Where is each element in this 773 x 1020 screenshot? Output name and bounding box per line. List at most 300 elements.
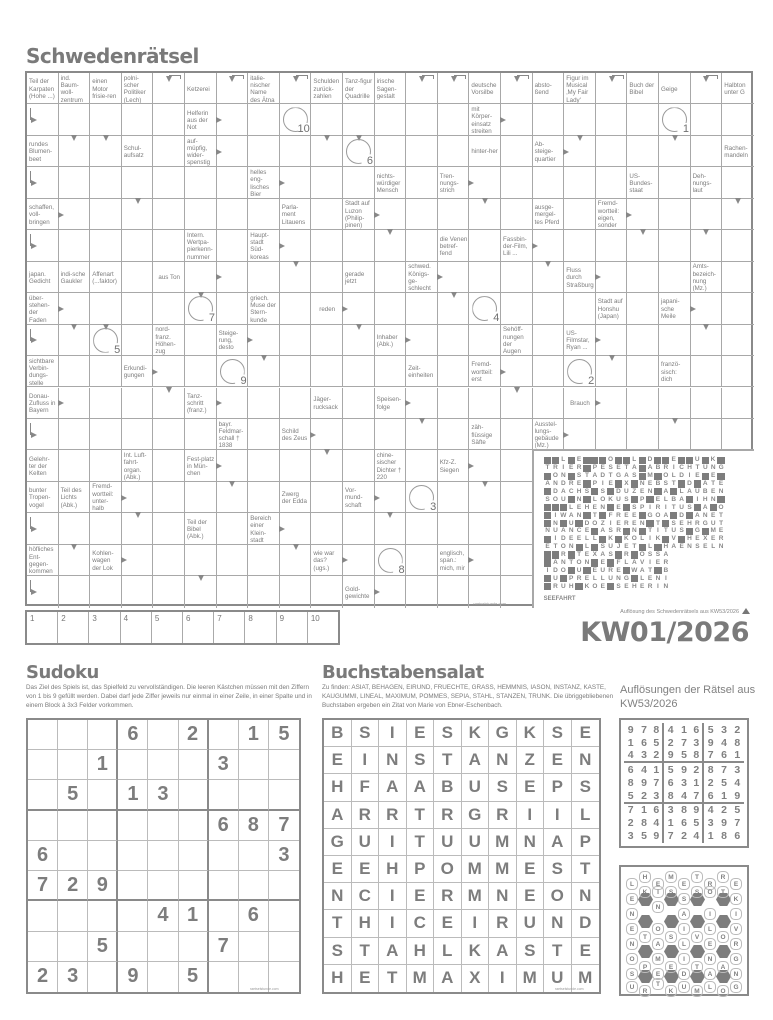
sudoku-empty-cell[interactable] xyxy=(28,932,58,962)
answer-cell[interactable] xyxy=(659,388,691,419)
answer-cell[interactable] xyxy=(596,167,628,198)
letter-cell[interactable]: N xyxy=(544,910,572,937)
answer-cell[interactable] xyxy=(501,419,533,450)
letter-cell[interactable]: N xyxy=(572,747,600,774)
answer-cell[interactable] xyxy=(501,513,533,544)
letter-cell[interactable]: N xyxy=(324,883,352,910)
letter-cell[interactable]: U xyxy=(434,829,462,856)
letter-cell[interactable]: T xyxy=(544,938,572,965)
answer-cell[interactable] xyxy=(343,104,375,135)
answer-cell[interactable] xyxy=(311,199,343,230)
letter-cell[interactable]: R xyxy=(489,802,517,829)
answer-cell[interactable] xyxy=(311,356,343,387)
answer-cell[interactable] xyxy=(659,325,691,356)
letter-cell[interactable]: S xyxy=(572,774,600,801)
answer-cell[interactable] xyxy=(659,262,691,293)
sudoku-empty-cell[interactable] xyxy=(269,901,299,931)
letter-cell[interactable]: C xyxy=(407,910,435,937)
letter-cell[interactable]: I xyxy=(489,965,517,992)
letter-cell[interactable]: L xyxy=(572,802,600,829)
answer-cell[interactable] xyxy=(122,293,154,324)
letter-cell[interactable]: E xyxy=(434,910,462,937)
answer-cell[interactable] xyxy=(122,262,154,293)
sudoku-empty-cell[interactable] xyxy=(269,932,299,962)
sudoku-empty-cell[interactable] xyxy=(118,750,148,780)
sudoku-empty-cell[interactable] xyxy=(179,780,209,810)
answer-cell[interactable] xyxy=(153,104,185,135)
code-cell[interactable] xyxy=(308,612,338,643)
letter-cell[interactable]: B xyxy=(324,720,352,747)
sudoku-empty-cell[interactable] xyxy=(28,720,58,750)
answer-cell[interactable] xyxy=(533,293,565,324)
answer-cell[interactable] xyxy=(185,199,217,230)
answer-cell[interactable] xyxy=(406,167,438,198)
solution-letter-circle[interactable] xyxy=(406,482,437,513)
sudoku-empty-cell[interactable] xyxy=(179,871,209,901)
schwedenraetsel-grid[interactable] xyxy=(25,71,753,606)
letter-cell[interactable]: T xyxy=(379,965,407,992)
sudoku-empty-cell[interactable] xyxy=(58,932,88,962)
solution-letter-circle[interactable] xyxy=(375,545,406,576)
answer-cell[interactable] xyxy=(59,419,91,450)
answer-cell[interactable] xyxy=(627,356,659,387)
letter-cell[interactable]: E xyxy=(517,883,545,910)
answer-cell[interactable] xyxy=(533,356,565,387)
answer-cell[interactable] xyxy=(501,293,533,324)
answer-cell[interactable] xyxy=(153,419,185,450)
answer-cell[interactable] xyxy=(406,104,438,135)
answer-cell[interactable] xyxy=(691,388,723,419)
letter-cell[interactable]: T xyxy=(324,910,352,937)
letter-cell[interactable]: N xyxy=(489,747,517,774)
answer-cell[interactable] xyxy=(311,167,343,198)
answer-cell[interactable] xyxy=(217,545,249,576)
answer-cell[interactable] xyxy=(375,136,407,167)
letter-cell[interactable]: E xyxy=(352,965,380,992)
letter-cell[interactable]: M xyxy=(578,968,593,988)
answer-cell[interactable] xyxy=(122,576,154,607)
letter-cell[interactable]: X xyxy=(462,965,490,992)
answer-cell[interactable] xyxy=(280,450,312,481)
answer-cell[interactable] xyxy=(438,325,470,356)
answer-cell[interactable] xyxy=(438,356,470,387)
answer-cell[interactable] xyxy=(533,325,565,356)
letter-cell[interactable]: U xyxy=(517,910,545,937)
sudoku-empty-cell[interactable] xyxy=(239,750,269,780)
answer-cell[interactable] xyxy=(501,262,533,293)
sudoku-empty-cell[interactable] xyxy=(118,871,148,901)
letter-cell[interactable]: E xyxy=(407,720,435,747)
answer-cell[interactable] xyxy=(691,136,723,167)
solution-letter-circle[interactable] xyxy=(659,104,690,135)
letter-cell[interactable]: I xyxy=(352,747,380,774)
letter-cell[interactable]: G xyxy=(324,829,352,856)
letter-cell[interactable]: T xyxy=(434,747,462,774)
answer-cell[interactable] xyxy=(185,545,217,576)
letter-cell[interactable]: T xyxy=(352,938,380,965)
answer-cell[interactable] xyxy=(59,450,91,481)
answer-cell[interactable] xyxy=(153,482,185,513)
answer-cell[interactable] xyxy=(153,293,185,324)
answer-cell[interactable] xyxy=(90,450,122,481)
letter-cell[interactable]: I xyxy=(517,802,545,829)
answer-cell[interactable] xyxy=(438,104,470,135)
sudoku-empty-cell[interactable] xyxy=(179,841,209,871)
letter-cell[interactable]: U xyxy=(544,965,572,992)
answer-cell[interactable] xyxy=(564,167,596,198)
answer-cell[interactable] xyxy=(343,450,375,481)
letter-cell[interactable]: R xyxy=(352,802,380,829)
answer-cell[interactable] xyxy=(280,388,312,419)
letter-cell[interactable]: M xyxy=(489,829,517,856)
letter-cell[interactable]: A xyxy=(324,802,352,829)
answer-cell[interactable] xyxy=(438,482,470,513)
sudoku-empty-cell[interactable] xyxy=(239,932,269,962)
letter-cell[interactable]: C xyxy=(352,883,380,910)
answer-cell[interactable] xyxy=(375,293,407,324)
answer-cell[interactable] xyxy=(90,356,122,387)
sudoku-empty-cell[interactable] xyxy=(179,811,209,841)
answer-cell[interactable] xyxy=(406,450,438,481)
letter-cell[interactable]: B xyxy=(434,774,462,801)
sudoku-empty-cell[interactable] xyxy=(148,962,178,992)
answer-cell[interactable] xyxy=(59,356,91,387)
letter-cell[interactable]: R xyxy=(489,910,517,937)
solution-letter-circle[interactable] xyxy=(564,356,595,387)
sudoku-empty-cell[interactable] xyxy=(118,932,148,962)
letter-cell[interactable]: E xyxy=(324,747,352,774)
letter-cell[interactable]: O xyxy=(434,856,462,883)
sudoku-empty-cell[interactable] xyxy=(148,871,178,901)
answer-cell[interactable] xyxy=(722,325,754,356)
answer-cell[interactable] xyxy=(248,136,280,167)
letter-cell[interactable]: E xyxy=(407,883,435,910)
answer-cell[interactable] xyxy=(564,230,596,261)
answer-cell[interactable] xyxy=(59,104,91,135)
answer-cell[interactable] xyxy=(438,419,470,450)
answer-cell[interactable] xyxy=(469,513,501,544)
answer-cell[interactable] xyxy=(185,167,217,198)
answer-cell[interactable] xyxy=(564,293,596,324)
answer-cell[interactable] xyxy=(90,104,122,135)
answer-cell[interactable] xyxy=(343,230,375,261)
sudoku-empty-cell[interactable] xyxy=(239,780,269,810)
solution-letter-circle[interactable] xyxy=(280,104,311,135)
answer-cell[interactable] xyxy=(280,356,312,387)
answer-cell[interactable] xyxy=(722,293,754,324)
solution-letter-circle[interactable] xyxy=(90,325,121,356)
buchstabensalat-grid[interactable] xyxy=(322,718,601,994)
sudoku-empty-cell[interactable] xyxy=(28,901,58,931)
answer-cell[interactable] xyxy=(375,104,407,135)
solution-letter-circle[interactable] xyxy=(343,136,374,167)
answer-cell[interactable] xyxy=(343,167,375,198)
answer-cell[interactable] xyxy=(122,230,154,261)
letter-cell[interactable]: I xyxy=(544,802,572,829)
sudoku-empty-cell[interactable] xyxy=(58,841,88,871)
answer-cell[interactable] xyxy=(691,199,723,230)
answer-cell[interactable] xyxy=(501,545,533,576)
letter-cell[interactable]: M xyxy=(517,965,545,992)
answer-cell[interactable] xyxy=(248,545,280,576)
letter-cell[interactable]: S xyxy=(324,938,352,965)
code-cell[interactable] xyxy=(277,612,308,643)
answer-cell[interactable] xyxy=(501,450,533,481)
answer-cell[interactable] xyxy=(375,419,407,450)
code-cell[interactable] xyxy=(183,612,214,643)
answer-cell[interactable] xyxy=(375,262,407,293)
sudoku-empty-cell[interactable] xyxy=(28,750,58,780)
answer-cell[interactable] xyxy=(311,482,343,513)
letter-cell[interactable]: H xyxy=(324,965,352,992)
letter-cell[interactable]: M xyxy=(462,856,490,883)
letter-cell[interactable]: A xyxy=(544,829,572,856)
sudoku-empty-cell[interactable] xyxy=(118,811,148,841)
letter-cell[interactable]: U xyxy=(462,829,490,856)
answer-cell[interactable] xyxy=(59,230,91,261)
answer-cell[interactable] xyxy=(406,293,438,324)
answer-cell[interactable] xyxy=(248,419,280,450)
sudoku-empty-cell[interactable] xyxy=(269,750,299,780)
letter-cell[interactable]: T xyxy=(407,829,435,856)
answer-cell[interactable] xyxy=(122,325,154,356)
answer-cell[interactable] xyxy=(185,482,217,513)
letter-cell[interactable]: A xyxy=(434,965,462,992)
answer-cell[interactable] xyxy=(438,136,470,167)
answer-cell[interactable] xyxy=(406,576,438,607)
letter-cell[interactable]: H xyxy=(352,910,380,937)
answer-cell[interactable] xyxy=(185,325,217,356)
sudoku-empty-cell[interactable] xyxy=(179,932,209,962)
answer-cell[interactable] xyxy=(722,167,754,198)
answer-cell[interactable] xyxy=(722,356,754,387)
answer-cell[interactable] xyxy=(596,136,628,167)
answer-cell[interactable] xyxy=(59,576,91,607)
answer-cell[interactable] xyxy=(722,262,754,293)
answer-cell[interactable] xyxy=(153,545,185,576)
sudoku-empty-cell[interactable] xyxy=(118,841,148,871)
letter-cell[interactable]: E xyxy=(572,720,600,747)
answer-cell[interactable] xyxy=(406,513,438,544)
letter-cell[interactable]: U xyxy=(352,829,380,856)
sudoku-empty-cell[interactable] xyxy=(269,871,299,901)
letter-cell[interactable]: E xyxy=(544,747,572,774)
answer-cell[interactable] xyxy=(248,450,280,481)
answer-cell[interactable] xyxy=(248,199,280,230)
code-cell[interactable] xyxy=(27,612,58,643)
letter-cell[interactable]: R xyxy=(379,802,407,829)
answer-cell[interactable] xyxy=(406,545,438,576)
sudoku-empty-cell[interactable] xyxy=(88,780,118,810)
letter-cell[interactable]: D xyxy=(572,910,600,937)
answer-cell[interactable] xyxy=(153,576,185,607)
letter-cell[interactable]: I xyxy=(379,829,407,856)
letter-cell[interactable]: A xyxy=(462,747,490,774)
letter-cell[interactable]: N xyxy=(572,883,600,910)
answer-cell[interactable] xyxy=(564,104,596,135)
sudoku-empty-cell[interactable] xyxy=(88,901,118,931)
letter-cell[interactable]: N xyxy=(489,883,517,910)
answer-cell[interactable] xyxy=(90,388,122,419)
answer-cell[interactable] xyxy=(659,199,691,230)
answer-cell[interactable] xyxy=(469,325,501,356)
answer-cell[interactable] xyxy=(217,576,249,607)
answer-cell[interactable] xyxy=(59,513,91,544)
answer-cell[interactable] xyxy=(280,136,312,167)
letter-cell[interactable]: E xyxy=(517,856,545,883)
letter-cell[interactable]: A xyxy=(407,774,435,801)
letter-cell[interactable]: U xyxy=(462,774,490,801)
letter-cell[interactable]: S xyxy=(434,720,462,747)
answer-cell[interactable] xyxy=(311,513,343,544)
answer-cell[interactable] xyxy=(627,104,659,135)
letter-cell[interactable]: A xyxy=(379,938,407,965)
answer-cell[interactable] xyxy=(248,576,280,607)
answer-cell[interactable] xyxy=(217,513,249,544)
answer-cell[interactable] xyxy=(311,576,343,607)
answer-cell[interactable] xyxy=(438,513,470,544)
letter-cell[interactable]: R xyxy=(434,883,462,910)
letter-cell[interactable]: M xyxy=(489,856,517,883)
sudoku-empty-cell[interactable] xyxy=(148,811,178,841)
letter-cell[interactable]: T xyxy=(407,802,435,829)
letter-cell[interactable]: G xyxy=(462,802,490,829)
answer-cell[interactable] xyxy=(469,262,501,293)
answer-cell[interactable] xyxy=(533,104,565,135)
answer-cell[interactable] xyxy=(280,293,312,324)
answer-cell[interactable] xyxy=(311,262,343,293)
answer-cell[interactable] xyxy=(375,356,407,387)
answer-cell[interactable] xyxy=(153,199,185,230)
answer-cell[interactable] xyxy=(248,482,280,513)
letter-cell[interactable]: E xyxy=(572,938,600,965)
answer-cell[interactable] xyxy=(280,576,312,607)
answer-cell[interactable] xyxy=(90,230,122,261)
answer-cell[interactable] xyxy=(153,513,185,544)
answer-cell[interactable] xyxy=(627,293,659,324)
sudoku-empty-cell[interactable] xyxy=(209,962,239,992)
letter-cell[interactable]: I xyxy=(462,910,490,937)
answer-cell[interactable] xyxy=(627,419,659,450)
letter-cell[interactable]: G xyxy=(489,720,517,747)
answer-cell[interactable] xyxy=(90,419,122,450)
sudoku-empty-cell[interactable] xyxy=(269,780,299,810)
answer-cell[interactable] xyxy=(438,576,470,607)
answer-cell[interactable] xyxy=(248,262,280,293)
letter-cell[interactable]: O xyxy=(544,883,572,910)
sudoku-empty-cell[interactable] xyxy=(179,750,209,780)
answer-cell[interactable] xyxy=(627,262,659,293)
answer-cell[interactable] xyxy=(659,167,691,198)
answer-cell[interactable] xyxy=(564,199,596,230)
sudoku-empty-cell[interactable] xyxy=(148,750,178,780)
letter-cell[interactable]: E xyxy=(517,774,545,801)
answer-cell[interactable] xyxy=(153,450,185,481)
letter-cell[interactable]: H xyxy=(407,938,435,965)
answer-cell[interactable] xyxy=(90,513,122,544)
answer-cell[interactable] xyxy=(217,167,249,198)
letter-cell[interactable]: K xyxy=(462,720,490,747)
answer-cell[interactable] xyxy=(343,513,375,544)
answer-cell[interactable] xyxy=(122,388,154,419)
sudoku-empty-cell[interactable] xyxy=(148,841,178,871)
answer-cell[interactable] xyxy=(311,230,343,261)
code-cell[interactable] xyxy=(121,612,152,643)
sudoku-empty-cell[interactable] xyxy=(88,962,118,992)
answer-cell[interactable] xyxy=(311,104,343,135)
answer-cell[interactable] xyxy=(90,167,122,198)
answer-cell[interactable] xyxy=(122,167,154,198)
answer-cell[interactable] xyxy=(469,388,501,419)
letter-cell[interactable]: Z xyxy=(517,747,545,774)
code-cell[interactable] xyxy=(214,612,245,643)
sudoku-empty-cell[interactable] xyxy=(209,841,239,871)
letter-cell[interactable]: E xyxy=(324,856,352,883)
letter-cell[interactable]: S xyxy=(517,938,545,965)
answer-cell[interactable] xyxy=(90,576,122,607)
sudoku-empty-cell[interactable] xyxy=(58,720,88,750)
answer-cell[interactable] xyxy=(185,262,217,293)
answer-cell[interactable] xyxy=(596,104,628,135)
answer-cell[interactable] xyxy=(501,482,533,513)
letter-cell[interactable]: H xyxy=(379,856,407,883)
answer-cell[interactable] xyxy=(153,167,185,198)
sudoku-empty-cell[interactable] xyxy=(58,901,88,931)
answer-cell[interactable] xyxy=(90,293,122,324)
sudoku-empty-cell[interactable] xyxy=(239,841,269,871)
answer-cell[interactable] xyxy=(248,104,280,135)
answer-cell[interactable] xyxy=(343,419,375,450)
answer-cell[interactable] xyxy=(659,230,691,261)
sudoku-empty-cell[interactable] xyxy=(58,811,88,841)
answer-cell[interactable] xyxy=(248,388,280,419)
sudoku-empty-cell[interactable] xyxy=(239,871,269,901)
answer-cell[interactable] xyxy=(406,230,438,261)
letter-cell[interactable]: A xyxy=(489,938,517,965)
answer-cell[interactable] xyxy=(185,356,217,387)
answer-cell[interactable] xyxy=(280,325,312,356)
answer-cell[interactable] xyxy=(406,199,438,230)
answer-cell[interactable] xyxy=(501,136,533,167)
letter-cell[interactable]: F xyxy=(352,774,380,801)
sudoku-empty-cell[interactable] xyxy=(88,841,118,871)
sudoku-empty-cell[interactable] xyxy=(118,901,148,931)
answer-cell[interactable] xyxy=(533,388,565,419)
letter-cell[interactable]: P xyxy=(407,856,435,883)
answer-cell[interactable] xyxy=(722,104,754,135)
answer-cell[interactable] xyxy=(627,325,659,356)
answer-cell[interactable] xyxy=(691,419,723,450)
answer-cell[interactable] xyxy=(722,419,754,450)
answer-cell[interactable] xyxy=(406,136,438,167)
answer-cell[interactable] xyxy=(122,104,154,135)
letter-cell[interactable]: I xyxy=(379,883,407,910)
answer-cell[interactable] xyxy=(722,230,754,261)
answer-cell[interactable] xyxy=(217,199,249,230)
code-cell[interactable] xyxy=(89,612,120,643)
answer-cell[interactable] xyxy=(59,167,91,198)
letter-cell[interactable]: N xyxy=(517,829,545,856)
letter-cell[interactable]: K xyxy=(517,720,545,747)
letter-cell[interactable]: S xyxy=(407,747,435,774)
letter-cell[interactable]: A xyxy=(379,774,407,801)
code-cell[interactable] xyxy=(152,612,183,643)
answer-cell[interactable] xyxy=(501,167,533,198)
code-cell[interactable] xyxy=(245,612,276,643)
sudoku-empty-cell[interactable] xyxy=(28,780,58,810)
letter-cell[interactable]: H xyxy=(324,774,352,801)
letter-cell[interactable]: P xyxy=(572,829,600,856)
